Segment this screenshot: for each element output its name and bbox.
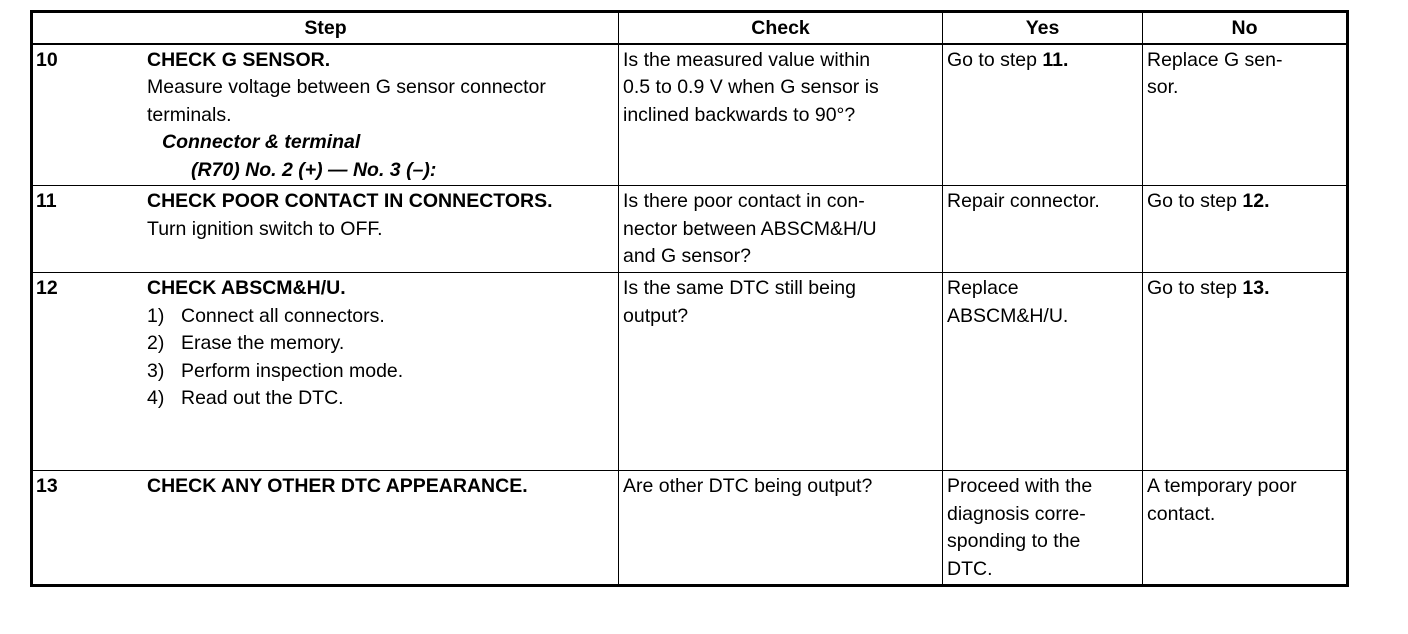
step-number: 11 bbox=[36, 190, 57, 212]
no-step-ref: 13. bbox=[1242, 277, 1270, 299]
yes-text: sponding to the bbox=[947, 530, 1081, 552]
check-cell bbox=[619, 273, 943, 471]
table-header-row bbox=[32, 12, 1348, 44]
no-text: Replace G sen- bbox=[1147, 48, 1283, 71]
no-text: A temporary poor bbox=[1147, 475, 1297, 497]
step-body bbox=[147, 275, 614, 413]
yes-text: DTC. bbox=[947, 557, 993, 580]
table-row bbox=[32, 44, 1348, 186]
list-item-number: 1) bbox=[147, 304, 165, 327]
step-number: 12 bbox=[36, 277, 58, 299]
list-item-text: Read out the DTC. bbox=[181, 387, 344, 409]
list-item bbox=[147, 330, 614, 358]
list-item-number: 2) bbox=[147, 332, 165, 354]
check-text: inclined backwards to 90°? bbox=[623, 103, 856, 126]
no-text: Go to step bbox=[1147, 190, 1243, 212]
procedure-list bbox=[147, 303, 614, 413]
yes-cell bbox=[943, 44, 1143, 186]
step-cell bbox=[32, 186, 619, 273]
yes-cell bbox=[943, 186, 1143, 273]
no-step-ref: 12. bbox=[1242, 190, 1270, 212]
step-title: CHECK ANY OTHER DTC APPEARANCE. bbox=[147, 475, 528, 497]
step-title: CHECK G SENSOR. bbox=[147, 48, 331, 71]
no-text: sor. bbox=[1147, 76, 1179, 98]
yes-cell bbox=[943, 471, 1143, 586]
yes-text: diagnosis corre- bbox=[947, 502, 1086, 525]
table-row bbox=[32, 471, 1348, 586]
check-text: Are other DTC being output? bbox=[623, 475, 873, 497]
yes-cell bbox=[943, 273, 1143, 471]
yes-text: Proceed with the bbox=[947, 475, 1093, 497]
list-item bbox=[147, 303, 614, 331]
step-title: CHECK ABSCM&H/U. bbox=[147, 277, 346, 299]
header-step: Step bbox=[32, 12, 619, 44]
no-text: contact. bbox=[1147, 502, 1216, 525]
check-text: Is the same DTC still being bbox=[623, 277, 857, 299]
step-instruction: Turn ignition switch to OFF. bbox=[147, 217, 383, 240]
check-text: Is the measured value within bbox=[623, 48, 871, 71]
no-cell bbox=[1143, 44, 1348, 186]
list-item-text: Connect all connectors. bbox=[181, 304, 385, 327]
step-body bbox=[147, 47, 614, 185]
check-cell bbox=[619, 186, 943, 273]
check-text: 0.5 to 0.9 V when G sensor is bbox=[623, 76, 879, 98]
yes-step-ref: 11. bbox=[1042, 48, 1069, 71]
list-item-number: 4) bbox=[147, 387, 165, 409]
check-text: and G sensor? bbox=[623, 245, 751, 267]
list-item bbox=[147, 358, 614, 386]
list-item-number: 3) bbox=[147, 359, 165, 382]
table-row bbox=[32, 273, 1348, 471]
no-cell bbox=[1143, 186, 1348, 273]
step-cell bbox=[32, 471, 619, 586]
list-item bbox=[147, 385, 614, 413]
step-cell bbox=[32, 273, 619, 471]
step-number: 13 bbox=[36, 475, 58, 497]
list-item-text: Perform inspection mode. bbox=[181, 359, 404, 382]
check-text: nector between ABSCM&H/U bbox=[623, 217, 877, 240]
no-cell bbox=[1143, 273, 1348, 471]
no-text: Go to step bbox=[1147, 277, 1243, 299]
header-yes: Yes bbox=[943, 12, 1143, 44]
step-body bbox=[147, 473, 614, 501]
check-cell bbox=[619, 44, 943, 186]
header-check: Check bbox=[619, 12, 943, 44]
connector-terminals: (R70) No. 2 (+) — No. 3 (–): bbox=[191, 158, 437, 181]
yes-text: ABSCM&H/U. bbox=[947, 304, 1069, 327]
table-row bbox=[32, 186, 1348, 273]
step-instruction: terminals. bbox=[147, 103, 232, 126]
check-text: Is there poor contact in con- bbox=[623, 190, 865, 212]
yes-text: Replace bbox=[947, 277, 1019, 299]
list-item-text: Erase the memory. bbox=[181, 332, 345, 354]
yes-text: Repair connector. bbox=[947, 190, 1100, 212]
step-instruction: Measure voltage between G sensor connector bbox=[147, 76, 546, 98]
no-cell bbox=[1143, 471, 1348, 586]
check-text: output? bbox=[623, 304, 689, 327]
step-cell bbox=[32, 44, 619, 186]
step-number: 10 bbox=[36, 48, 58, 71]
connector-heading: Connector & terminal bbox=[162, 131, 361, 153]
header-no: No bbox=[1143, 12, 1348, 44]
diagnostic-table bbox=[30, 10, 1349, 587]
check-cell bbox=[619, 471, 943, 586]
yes-text: Go to step bbox=[947, 48, 1043, 71]
step-title: CHECK POOR CONTACT IN CONNECTORS. bbox=[147, 190, 553, 212]
step-body bbox=[147, 188, 614, 243]
